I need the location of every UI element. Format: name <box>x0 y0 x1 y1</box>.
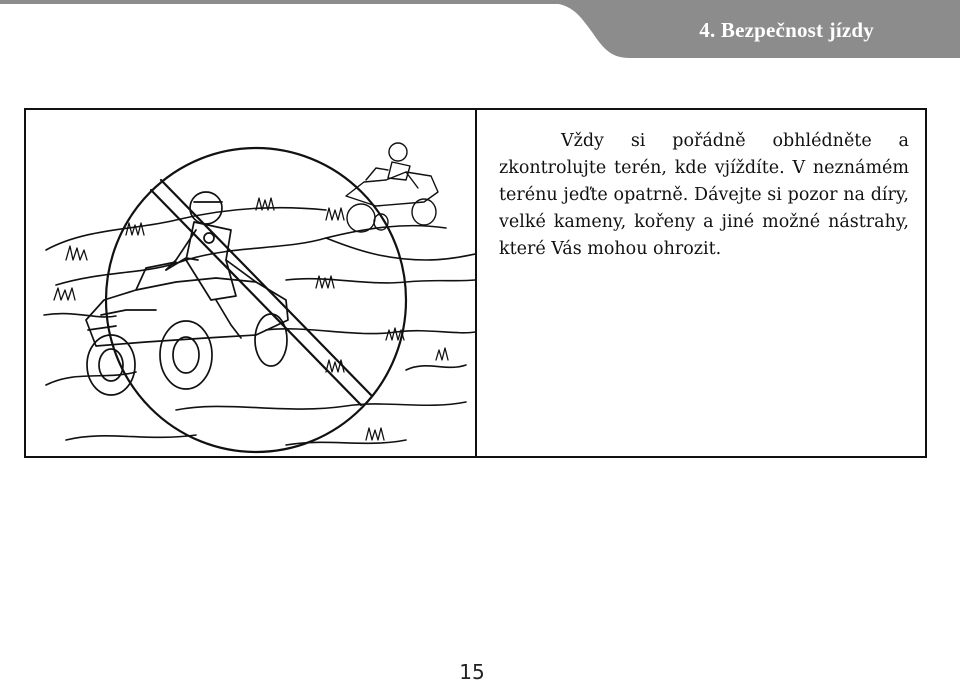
illustration-cell <box>26 110 477 456</box>
chapter-title: 4. Bezpečnost jízdy <box>699 18 874 42</box>
safety-paragraph-text: Vždy si pořádně obhlédněte a zkontrolujte terén, kde vjíždíte. V neznámém terénu jeďte opatrně. Dávejte si pozor na díry, velké kameny, kořeny a jiné možné nástrahy, které Vás mohou ohrozit. <box>499 131 909 259</box>
page-number: 15 <box>459 660 485 684</box>
atv-rider-distant-icon <box>346 143 438 232</box>
atv-rider-icon <box>86 192 288 395</box>
content-box <box>24 108 927 458</box>
atv-terrain-illustration <box>26 110 475 456</box>
text-cell <box>477 110 925 456</box>
safety-paragraph <box>499 128 909 263</box>
chapter-header-tab <box>0 0 960 60</box>
prohibition-icon <box>106 148 406 452</box>
